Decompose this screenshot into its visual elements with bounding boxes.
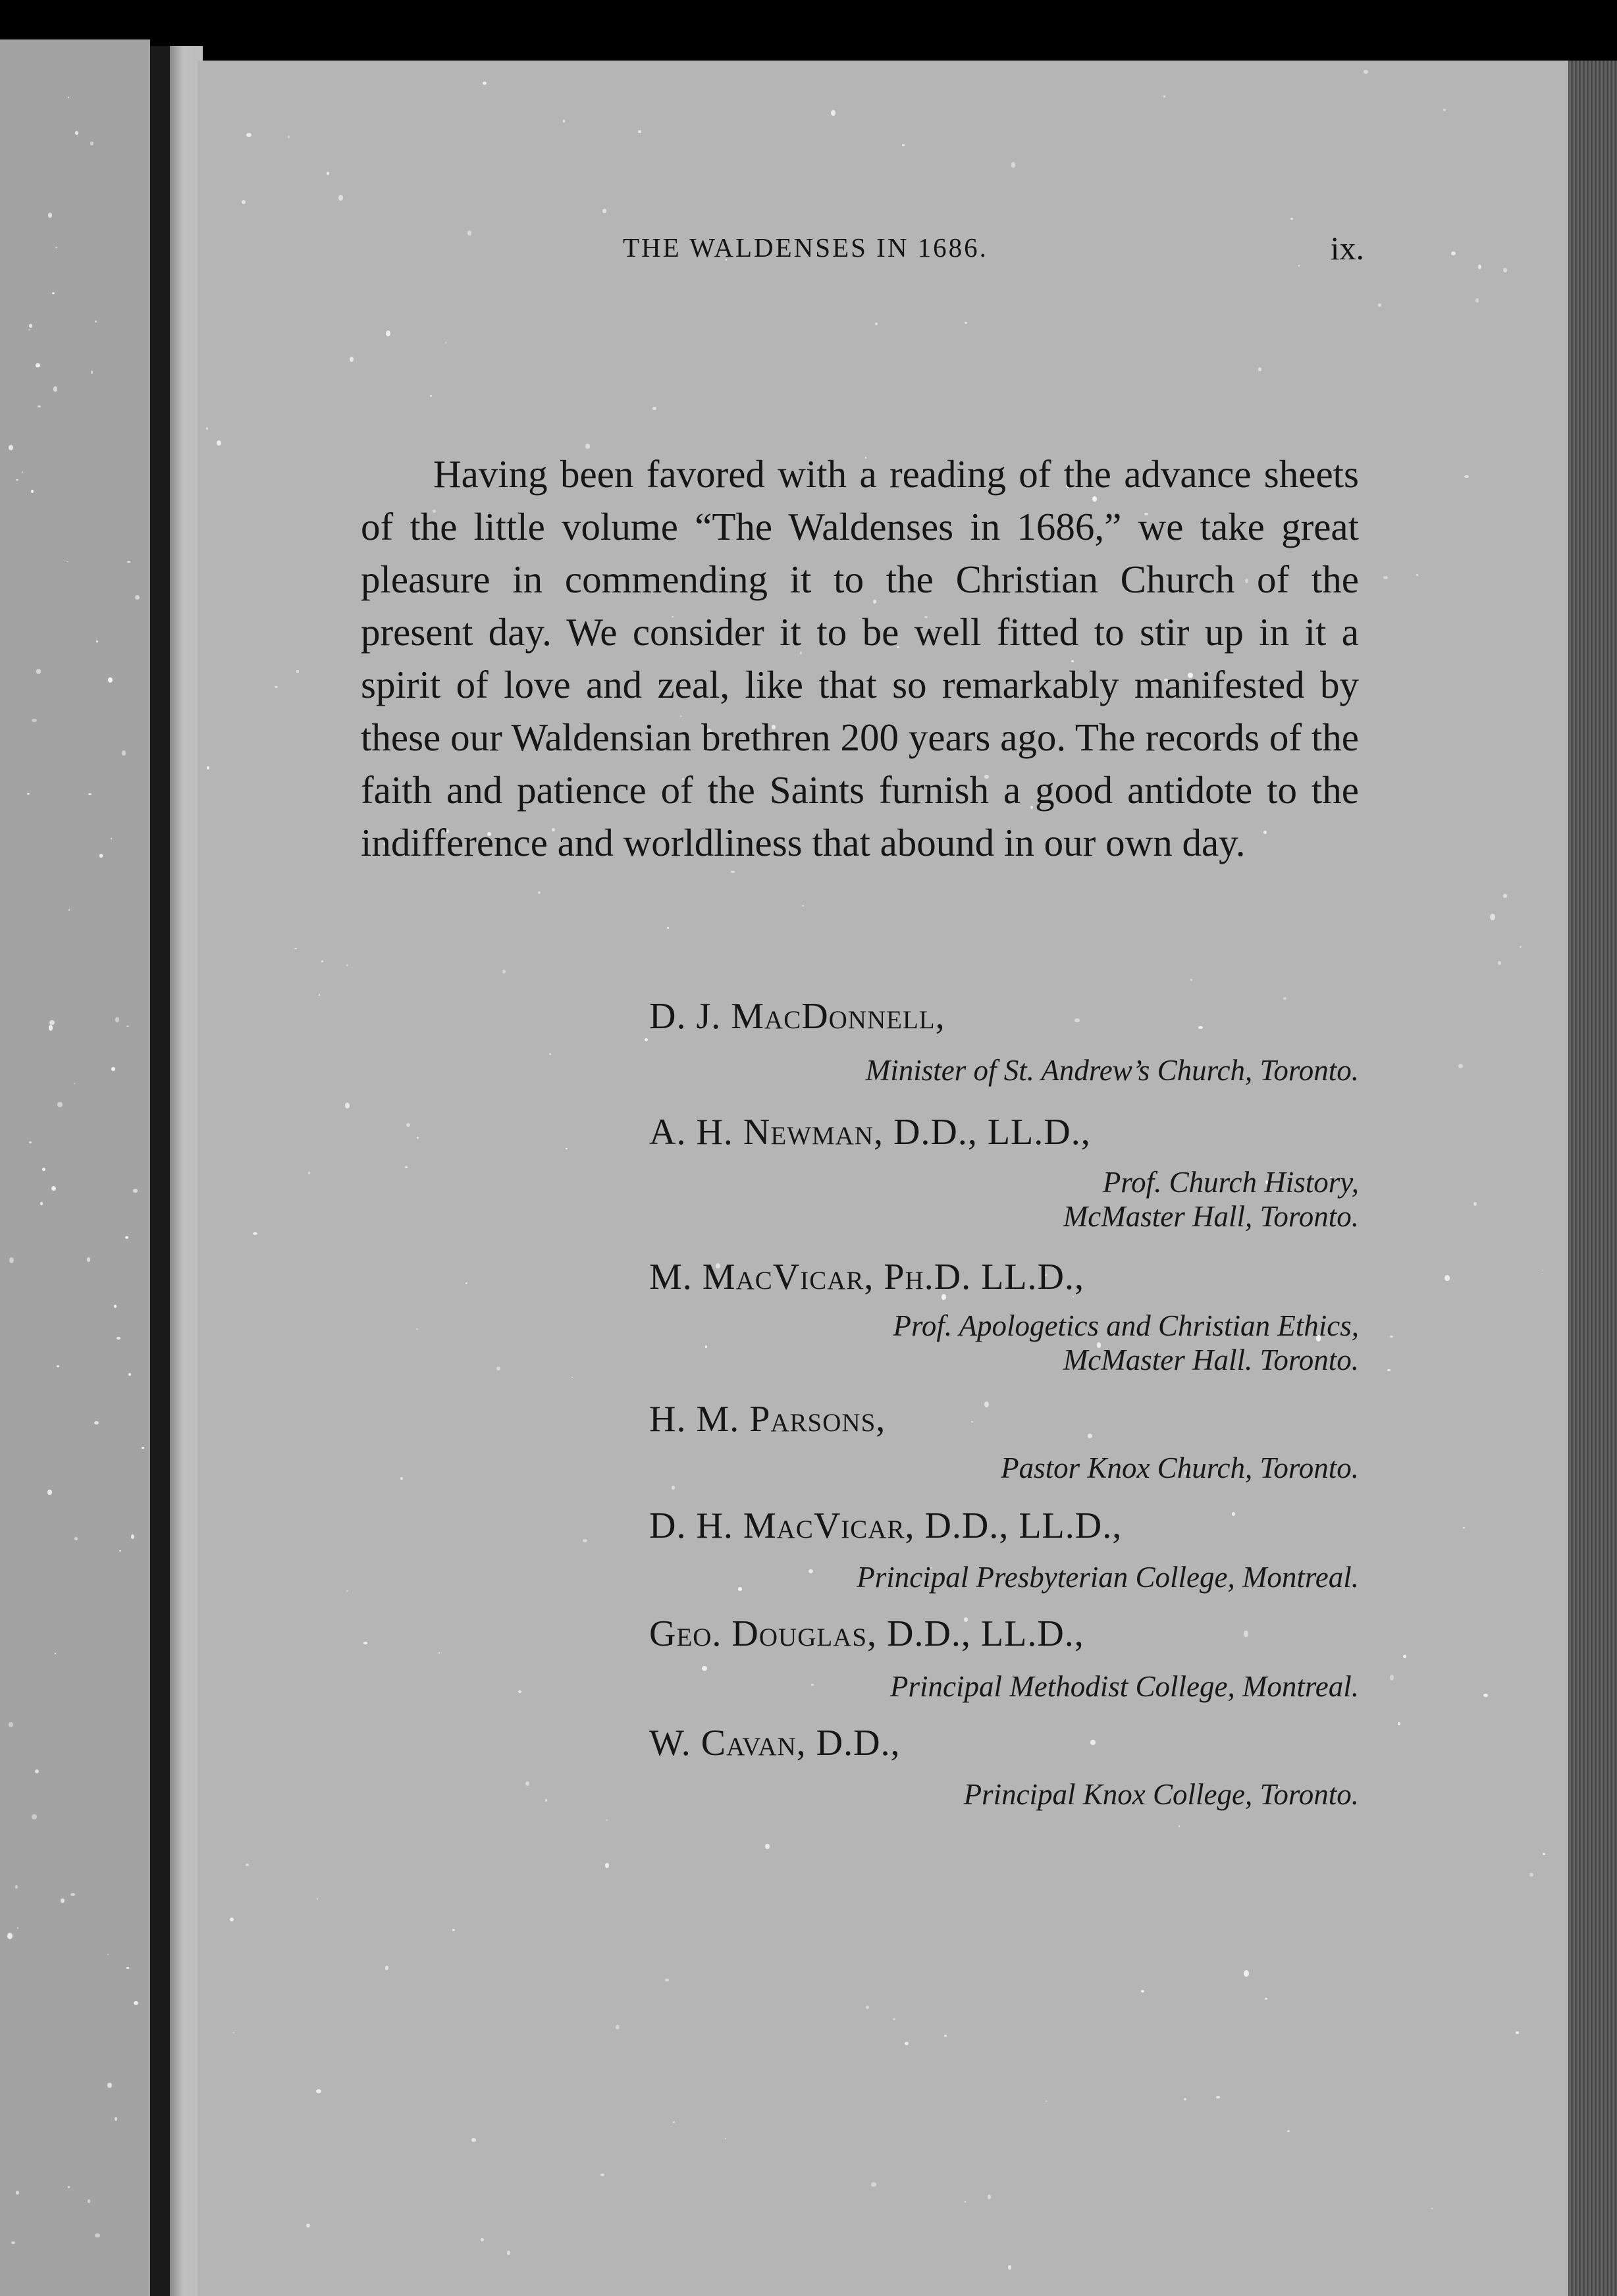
- endorsement-paragraph: Having been favored with a reading of the advance sheets of the little volume “The Waldenses in 1686,” we take great pleasure in commending it to the Christian Church of the present day. We consider it to be well fitted to stir up in it a spirit of love and zeal, like that so remarkably manifested by these our Waldensian brethren 200 years ago. The records of the faith and patience of the Saints furnish a good antidote to the indifference and worldliness that abound in our own day.: [361, 452, 1359, 864]
- paper-speck: [645, 1038, 648, 1041]
- paper-speck: [416, 1328, 418, 1330]
- paper-speck: [9, 1722, 13, 1727]
- paper-speck: [583, 1539, 588, 1542]
- paper-speck: [1244, 1631, 1248, 1637]
- page-shadow: [150, 46, 170, 2296]
- paper-speck: [246, 133, 252, 137]
- paper-speck: [49, 1020, 54, 1026]
- paper-speck: [131, 1534, 134, 1539]
- paper-speck: [902, 144, 905, 146]
- paper-speck: [308, 1172, 310, 1174]
- paper-speck: [327, 172, 329, 175]
- paper-speck: [91, 371, 93, 373]
- paper-speck: [1232, 1512, 1235, 1516]
- paper-speck: [871, 2182, 876, 2187]
- signatory-name: A. H. Newman, D.D., LL.D.,: [649, 1112, 1091, 1153]
- paper-speck: [1088, 1434, 1092, 1438]
- paper-speck: [48, 213, 52, 217]
- paper-speck: [1008, 2265, 1011, 2269]
- signatory-name: W. Cavan, D.D.,: [649, 1723, 901, 1763]
- paper-speck: [317, 1898, 318, 1899]
- paper-speck: [406, 1123, 410, 1127]
- paper-speck: [111, 1067, 115, 1071]
- signatory-name: D. J. MacDonnell,: [649, 996, 945, 1037]
- paper-speck: [246, 1864, 249, 1866]
- paper-speck: [1503, 894, 1507, 898]
- paper-speck: [502, 970, 506, 974]
- paper-speck: [1458, 1064, 1463, 1068]
- paper-speck: [96, 640, 98, 642]
- paper-speck: [51, 1186, 56, 1191]
- paper-speck: [1265, 1998, 1267, 2000]
- paper-speck: [1498, 961, 1501, 965]
- paper-speck: [107, 2083, 112, 2087]
- paper-speck: [1443, 109, 1446, 111]
- paper-speck: [1074, 1018, 1080, 1022]
- paper-speck: [1529, 1873, 1533, 1877]
- paper-speck: [11, 2241, 14, 2245]
- signatory-name: H. M. Parsons,: [649, 1399, 886, 1440]
- signatory-affiliation: Principal Presbyterian College, Montreal.: [857, 1561, 1359, 1594]
- paper-speck: [1090, 1740, 1096, 1745]
- paper-speck: [117, 1337, 120, 1340]
- paper-speck: [1398, 1722, 1400, 1725]
- paper-speck: [1163, 95, 1165, 97]
- paper-speck: [42, 1168, 45, 1171]
- paper-speck: [893, 2018, 895, 2020]
- paper-speck: [207, 766, 209, 770]
- signatory-affiliation: Pastor Knox Church, Toronto.: [1001, 1451, 1359, 1484]
- paper-speck: [467, 230, 472, 235]
- paper-speck: [672, 1486, 674, 1489]
- paper-speck: [35, 1769, 39, 1773]
- paper-speck: [142, 1447, 144, 1449]
- page-stack-edge: [1568, 61, 1617, 2296]
- paper-speck: [319, 994, 320, 995]
- paper-speck: [32, 1814, 37, 1820]
- paper-speck: [119, 1550, 120, 1552]
- signatory-affiliation: Prof. Apologetics and Christian Ethics,: [893, 1309, 1359, 1342]
- paper-speck: [705, 1345, 707, 1348]
- paper-speck: [525, 1781, 529, 1786]
- signatory-affiliation: McMaster Hall, Toronto.: [1063, 1200, 1359, 1233]
- paper-speck: [1483, 1694, 1489, 1697]
- paper-speck: [1184, 2098, 1186, 2100]
- signatory-affiliation: Minister of St. Andrew’s Church, Toronto.: [865, 1054, 1359, 1087]
- paper-speck: [38, 405, 41, 407]
- paper-speck: [1179, 1825, 1180, 1827]
- paper-speck: [61, 1898, 65, 1903]
- paper-speck: [1364, 70, 1368, 73]
- paper-speck: [385, 1966, 388, 1970]
- paper-speck: [563, 120, 565, 122]
- paper-speck: [95, 2233, 100, 2237]
- paper-speck: [17, 1927, 18, 1929]
- running-head: THE WALDENSES IN 1686.: [623, 232, 988, 263]
- paper-speck: [483, 82, 487, 85]
- paper-speck: [1190, 979, 1192, 981]
- paper-speck: [122, 750, 126, 755]
- paper-speck: [36, 363, 40, 368]
- paper-speck: [1287, 2130, 1289, 2132]
- paper-speck: [346, 964, 348, 966]
- paper-speck: [1475, 298, 1479, 303]
- paper-speck: [765, 1844, 770, 1849]
- paper-speck: [115, 1017, 119, 1022]
- paper-speck: [108, 677, 113, 683]
- paper-speck: [40, 1202, 43, 1205]
- paper-speck: [15, 1885, 17, 1889]
- paper-speck: [346, 1590, 348, 1592]
- paper-speck: [400, 1477, 403, 1480]
- signatory-affiliation: Principal Methodist College, Montreal.: [890, 1670, 1359, 1703]
- paper-speck: [1463, 1527, 1464, 1528]
- paper-speck: [29, 324, 32, 328]
- paper-speck: [36, 669, 41, 673]
- signatory-name: M. MacVicar, Ph.D. LL.D.,: [649, 1257, 1084, 1297]
- previous-page-edge: [0, 39, 150, 2296]
- paper-speck: [1387, 1369, 1391, 1371]
- paper-speck: [29, 1141, 32, 1143]
- signatory-name: D. H. MacVicar, D.D., LL.D.,: [649, 1505, 1123, 1546]
- paper-speck: [49, 1025, 53, 1030]
- signatory-affiliation: Principal Knox College, Toronto.: [963, 1778, 1359, 1811]
- paper-speck: [471, 2138, 476, 2142]
- page-number: ix.: [1330, 230, 1364, 267]
- paper-speck: [126, 1967, 129, 1969]
- paper-speck: [306, 2224, 309, 2228]
- paper-speck: [133, 1189, 138, 1192]
- paper-speck: [338, 195, 343, 201]
- signatory-name: Geo. Douglas, D.D., LL.D.,: [649, 1613, 1084, 1654]
- paper-speck: [1403, 1655, 1406, 1658]
- signatory-affiliation: McMaster Hall. Toronto.: [1063, 1344, 1359, 1376]
- paper-speck: [1516, 2031, 1518, 2034]
- paper-speck: [1383, 576, 1388, 579]
- paper-speck: [321, 960, 323, 962]
- paper-speck: [350, 357, 354, 362]
- paper-speck: [53, 386, 57, 391]
- paper-speck: [725, 2138, 726, 2139]
- paper-speck: [496, 1367, 500, 1370]
- paper-speck: [99, 854, 103, 857]
- paper-speck: [70, 1893, 75, 1896]
- paper-speck: [296, 670, 298, 673]
- paper-speck: [430, 395, 432, 396]
- paper-speck: [47, 1490, 51, 1495]
- paper-speck: [1216, 2096, 1220, 2099]
- book-page: [198, 61, 1568, 2296]
- paper-speck: [507, 2251, 510, 2255]
- paper-speck: [738, 1587, 742, 1590]
- paper-speck: [465, 1282, 467, 1284]
- paper-speck: [115, 2117, 117, 2121]
- signatory-affiliation: Prof. Church History,: [1102, 1166, 1359, 1199]
- paper-speck: [602, 209, 606, 213]
- paper-speck: [1258, 367, 1261, 371]
- paper-speck: [1543, 1853, 1545, 1855]
- paper-speck: [1416, 574, 1418, 576]
- paper-speck: [114, 1305, 117, 1308]
- paper-speck: [316, 2089, 321, 2093]
- paper-speck: [831, 110, 835, 116]
- paper-speck: [7, 1933, 13, 1939]
- paper-speck: [111, 838, 112, 839]
- paper-speck: [88, 793, 92, 795]
- paper-speck: [9, 445, 13, 450]
- paper-speck: [128, 1373, 131, 1376]
- paper-speck: [538, 891, 541, 894]
- paper-speck: [1451, 251, 1456, 255]
- paper-speck: [1490, 914, 1495, 920]
- paper-speck: [605, 1863, 610, 1868]
- paper-speck: [545, 1799, 548, 1802]
- paper-speck: [445, 342, 446, 344]
- paper-speck: [1378, 303, 1381, 307]
